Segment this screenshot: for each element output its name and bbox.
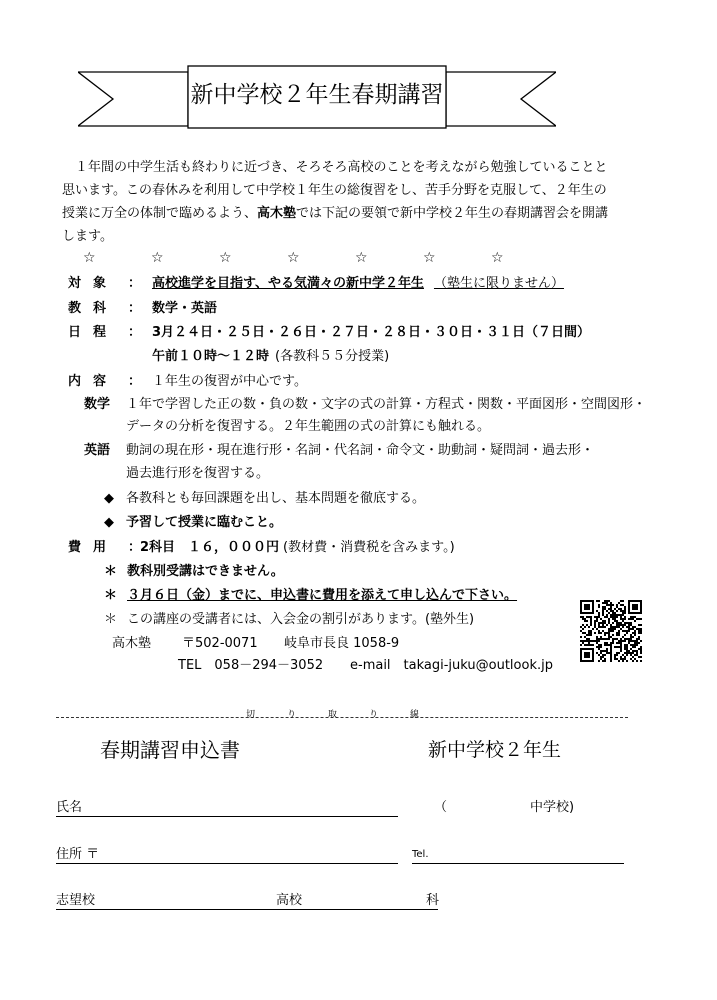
school-suffix: 中学校): [530, 800, 575, 815]
intro-line: 授業に万全の体制で臨めるよう、高木塾では下記の要領で新中学校２年生の春期講習会を開講: [62, 206, 609, 221]
target-colon: ：: [128, 276, 142, 291]
star-icon: ☆: [423, 250, 436, 266]
note-item: ＊ ３月６日（金）までに、申込書に費用を添えて申し込んで下さい。: [104, 588, 518, 603]
name-label: 氏名: [56, 800, 83, 815]
schedule-colon: ：: [128, 325, 142, 340]
bullet-item: ◆ 予習して授業に臨むこと。: [104, 515, 283, 530]
subject-value: 数学・英語: [152, 301, 218, 316]
title-banner: [78, 62, 556, 136]
cut-label-char: り: [287, 710, 297, 720]
note-item: ＊ 教科別受講はできません。: [104, 564, 284, 579]
subject-label: 教科: [68, 301, 119, 316]
content-value: １年生の復習が中心です。: [152, 374, 307, 389]
english-line: 過去進行形を復習する。: [126, 466, 270, 481]
cut-label-char: り: [369, 710, 379, 720]
subject-colon: ：: [128, 301, 142, 316]
intro-line: １年間の中学生活も終わりに近づき、そろそろ高校のことを考えながら勉強していることと: [75, 160, 608, 175]
postal-code: 〒502-0071: [182, 636, 258, 651]
intro-line: します。: [62, 229, 113, 244]
english-label: 英語: [84, 443, 111, 458]
desired-school-field[interactable]: [56, 909, 438, 910]
fee-value: 2科目 １６，０００円 (教材費・消費税を含みます。): [140, 540, 455, 555]
math-line: データの分析を復習する。２年生範囲の式の計算にも触れる。: [126, 419, 491, 434]
phone: TEL 058－294－3052: [178, 658, 324, 673]
star-icon: ☆: [219, 250, 232, 266]
page-title: 新中学校２年生春期講習: [190, 82, 444, 108]
math-label: 数学: [84, 397, 111, 412]
schedule-label: 日程: [68, 325, 119, 340]
tel-field[interactable]: [412, 863, 624, 864]
intro-line: 思います。この春休みを利用して中学校１年生の総復習をし、苦手分野を克服して、２年生の: [62, 183, 607, 198]
cut-label-char: 取: [328, 710, 338, 720]
cut-label-char: 線: [410, 710, 420, 720]
address-label: 住所 〒: [56, 847, 100, 862]
math-line: １年で学習した正の数・負の数・文字の式の計算・方程式・関数・平面図形・空間図形・: [126, 397, 647, 412]
english-line: 動詞の現在形・現在進行形・名詞・代名詞・命令文・助動詞・疑問詞・過去形・: [126, 443, 595, 458]
asterisk-icon: ＊: [104, 564, 118, 579]
intro-paragraph: [62, 156, 640, 248]
target-value: 高校進学を目指す、やる気満々の新中学２年生 （塾生に限りません）: [152, 276, 564, 291]
target-label: 対象: [68, 276, 119, 291]
star-icon: ☆: [151, 250, 164, 266]
cut-line: [56, 717, 628, 718]
form-title: 春期講習申込書: [100, 738, 240, 762]
diamond-icon: ◆: [104, 491, 114, 506]
asterisk-icon: ＊: [104, 588, 118, 603]
paren-open: （: [434, 800, 448, 815]
fee-colon: ：: [128, 540, 142, 555]
star-icon: ☆: [287, 250, 300, 266]
bullet-item: ◆ 各教科とも毎回課題を出し、基本問題を徹底する。: [104, 491, 426, 506]
address-field[interactable]: [56, 863, 398, 864]
diamond-icon: ◆: [104, 515, 114, 530]
juku-name-contact: 高木塾: [112, 636, 152, 651]
schedule-dates: 3月２４日・２５日・２６日・２７日・２８日・３０日・３１日（７日間）: [152, 325, 591, 340]
content-colon: ：: [128, 374, 142, 389]
form-grade: 新中学校２年生: [428, 739, 562, 761]
course-label: 科: [426, 893, 440, 908]
star-icon: ☆: [83, 250, 96, 266]
highschool-label: 高校: [276, 893, 303, 908]
note-item: ＊ この講座の受講者には、入会金の割引があります。(塾外生): [104, 612, 475, 627]
desired-school-label: 志望校: [56, 893, 96, 908]
tel-label: Tel.: [412, 849, 429, 860]
address: 岐阜市長良 1058-9: [284, 636, 400, 651]
name-field[interactable]: [56, 816, 398, 817]
cut-label-char: 切: [246, 710, 256, 720]
fee-label: 費用: [68, 540, 119, 555]
qr-code-icon[interactable]: [578, 598, 644, 664]
star-icon: ☆: [491, 250, 504, 266]
asterisk-icon: ＊: [104, 612, 118, 627]
email: e-mail takagi-juku@outlook.jp: [350, 658, 553, 673]
content-label: 内容: [68, 374, 119, 389]
schedule-time: 午前１０時～１２時 (各教科５５分授業): [152, 349, 390, 364]
juku-name: 高木塾: [257, 206, 297, 221]
star-icon: ☆: [355, 250, 368, 266]
